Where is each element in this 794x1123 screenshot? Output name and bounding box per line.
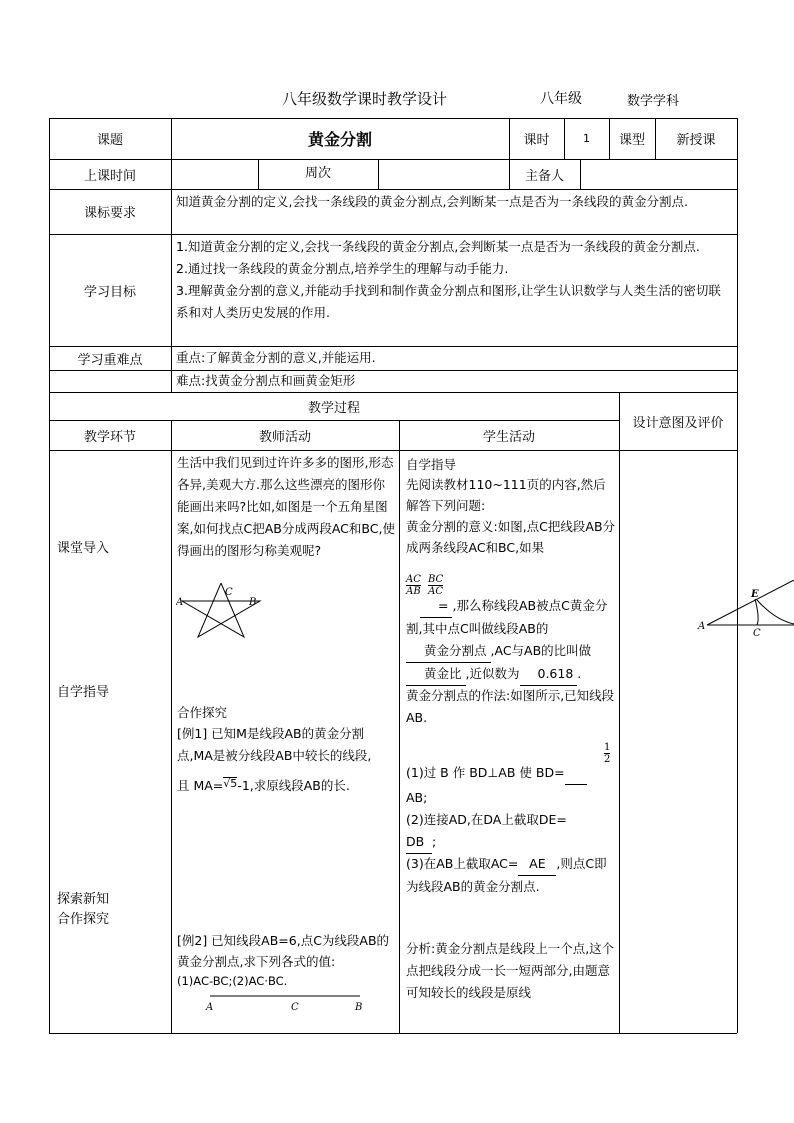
analysis-text: 分析:黄金分割点是线段上一个点,这个点把线段分成一长一短两部分,由题意可知较长的线段是原线 bbox=[406, 941, 615, 1000]
segment-label-a: A bbox=[206, 1002, 214, 1013]
figure-label-a: A bbox=[698, 621, 706, 632]
example-2-parts: (1)AC-BC;(2)AC·BC. bbox=[177, 974, 288, 988]
document-title: 八年级数学课时教学设计 bbox=[282, 90, 448, 108]
example-2-text: [例2] 已知线段AB=6,点C为线段AB的黄金分割点,求下列各式的值: bbox=[177, 933, 390, 969]
construction-step-1: (1)过 B 作 BD⊥AB 使 BD= bbox=[406, 762, 587, 785]
construction-step-2: (2)连接AD,在DA上截取DE= bbox=[406, 812, 567, 827]
difficult-point: 难点:找黄金分割点和画黄金矩形 bbox=[176, 373, 356, 388]
standards-text: 知道黄金分割的定义,会找一条线段的黄金分割点,会判断某一点是否为一条线段的黄金分割点. bbox=[176, 194, 688, 209]
stage-intro: 课堂导入 bbox=[57, 541, 110, 556]
segment-label-c: C bbox=[291, 1002, 299, 1013]
stage-cooperate: 合作探究 bbox=[57, 912, 110, 927]
construction-step-1-end: AB; bbox=[406, 790, 428, 805]
star-figure bbox=[176, 583, 266, 639]
key-point: 重点:了解黄金分割的意义,并能运用. bbox=[176, 350, 376, 365]
stage-self-study: 自学指导 bbox=[57, 685, 110, 700]
example-1-text: [例1] 已知M是线段AB的黄金分割点,MA是被分线段AB中较长的线段, bbox=[177, 726, 372, 763]
teacher-intro: 生活中我们见到过许许多多的图形,形态各异,美观大方.那么这些漂亮的图形你能画出来吗?比如,如图是一个五角星图案,如何找点C把AB分成两段AC和BC,使得画出的图形匀称美观呢? bbox=[177, 455, 395, 558]
figure-label-c: C bbox=[753, 628, 761, 639]
week-label: 周次 bbox=[304, 165, 331, 181]
reading-instruction: 先阅读教材110~111页的内容,然后解答下列问题: bbox=[406, 477, 606, 513]
type-value: 新授课 bbox=[676, 133, 716, 148]
star-label-b: B bbox=[249, 597, 257, 608]
segment-figure bbox=[202, 991, 372, 1013]
objectives-label: 学习目标 bbox=[83, 284, 136, 300]
standards-label: 课标要求 bbox=[83, 206, 136, 221]
key-points-label: 学习重难点 bbox=[77, 352, 143, 368]
process-title: 教学过程 bbox=[307, 400, 360, 416]
star-label-c: C bbox=[225, 587, 233, 598]
example-1-condition: 且 MA=√5-1,求原线段AB的长. bbox=[177, 777, 350, 793]
golden-meaning-text: 黄金分割的意义:如图,点C把线段AB分成两条线段AC和BC,如果 bbox=[406, 519, 616, 555]
class-time-label: 上课时间 bbox=[83, 168, 136, 184]
design-intent-label: 设计意图及评价 bbox=[632, 415, 724, 431]
period-label: 课时 bbox=[523, 133, 550, 148]
period-value: 1 bbox=[583, 132, 590, 145]
topic-value: 黄金分割 bbox=[307, 130, 372, 149]
objective-item: 1.知道黄金分割的定义,会找一条线段的黄金分割点,会判断某一点是否为一条线段的黄金分割点. bbox=[176, 239, 700, 254]
construction-method: 黄金分割点的作法:如图所示,已知线段AB. bbox=[406, 688, 615, 725]
objective-item: 2.通过找一条线段的黄金分割点,培养学生的理解与动手能力. bbox=[176, 261, 509, 276]
subject-label: 数学学科 bbox=[627, 94, 680, 109]
objectives-list bbox=[176, 236, 732, 324]
segment-label-b: B bbox=[355, 1002, 363, 1013]
coop-title: 合作探究 bbox=[177, 705, 228, 720]
stage-column-header: 教学环节 bbox=[83, 429, 136, 445]
golden-definition: = ,那么称线段AB被点C黄金分割,其中点C叫做线段AB的黄金分割点 ,AC与AB的比叫做黄金比 ,近似数为 0.618 . bbox=[406, 595, 618, 686]
preparer-label: 主备人 bbox=[524, 168, 564, 184]
golden-ratio-fraction: $\frac{AC}{AB}$ $\frac{BC}{AC}$ bbox=[406, 574, 444, 597]
teacher-column-header: 教师活动 bbox=[258, 429, 311, 445]
student-column-header: 学生活动 bbox=[482, 429, 535, 445]
grade-label: 八年级 bbox=[540, 91, 582, 107]
objective-item: 3.理解黄金分割的意义,并能动手找到和制作黄金分割点和图形,让学生认识数学与人类生活的密切联系和对人类历史发展的作用. bbox=[176, 283, 721, 320]
half-fraction: $\frac{1}{2}$ bbox=[604, 742, 611, 765]
topic-label: 课题 bbox=[96, 133, 123, 148]
construction-step-2-end: DB ; bbox=[406, 831, 436, 854]
golden-section-figure bbox=[697, 580, 794, 640]
star-label-a: A bbox=[176, 597, 184, 608]
self-study-title: 自学指导 bbox=[406, 457, 457, 472]
figure-label-e: E bbox=[751, 589, 759, 600]
construction-step-3: (3)在AB上截取AC= AE ,则点C即为线段AB的黄金分割点. bbox=[406, 853, 618, 898]
type-label: 课型 bbox=[618, 133, 645, 148]
stage-explore: 探索新知 bbox=[57, 892, 110, 907]
